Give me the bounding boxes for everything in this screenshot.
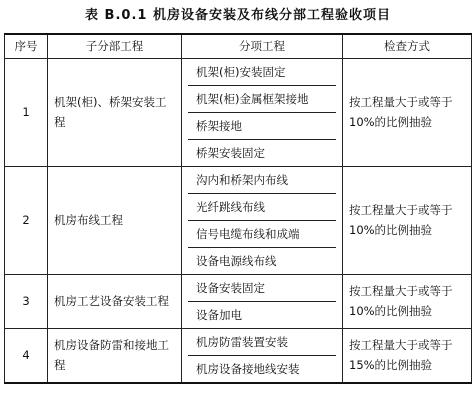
header-method: 检查方式 bbox=[343, 34, 472, 58]
row-number: 3 bbox=[5, 274, 48, 328]
inspection-method: 按工程量大于或等于 10%的比例抽验 bbox=[343, 58, 472, 166]
acceptance-items-table bbox=[4, 33, 472, 384]
header-subdivision: 子分部工程 bbox=[48, 34, 182, 58]
subitem: 设备安装固定 bbox=[188, 275, 336, 302]
subitem: 机架(柜)安装固定 bbox=[188, 59, 336, 86]
header-seq: 序号 bbox=[5, 34, 48, 58]
subdivision-name: 机房工艺设备安装工程 bbox=[48, 274, 182, 328]
subitem: 信号电缆布线和成端 bbox=[188, 220, 336, 247]
subitem: 桥架安装固定 bbox=[196, 145, 265, 160]
inspection-method: 按工程量大于或等于 10%的比例抽验 bbox=[343, 166, 472, 274]
row-number: 1 bbox=[5, 58, 48, 166]
subitem-list bbox=[182, 274, 343, 328]
subitem-list bbox=[182, 58, 343, 166]
subdivision-name: 机架(柜)、桥架安装工程 bbox=[48, 58, 182, 166]
subitem: 机房防雷装置安装 bbox=[188, 329, 336, 356]
table-row bbox=[5, 58, 472, 166]
inspection-method: 按工程量大于或等于 10%的比例抽验 bbox=[343, 274, 472, 328]
row-number: 4 bbox=[5, 328, 48, 383]
subdivision-name: 机房布线工程 bbox=[48, 166, 182, 274]
table-row bbox=[5, 166, 472, 274]
subitem: 设备电源线布线 bbox=[196, 253, 277, 268]
subitem: 设备加电 bbox=[196, 307, 242, 322]
subitem: 机房设备接地线安装 bbox=[196, 361, 300, 376]
header-subitem: 分项工程 bbox=[182, 34, 343, 58]
subitem: 桥架接地 bbox=[188, 112, 336, 139]
row-number: 2 bbox=[5, 166, 48, 274]
subitem: 机架(柜)金属框架接地 bbox=[188, 85, 336, 112]
subitem-list bbox=[182, 166, 343, 274]
inspection-method: 按工程量大于或等于 15%的比例抽验 bbox=[343, 328, 472, 383]
subdivision-name: 机房设备防雷和接地工程 bbox=[48, 328, 182, 383]
table-row bbox=[5, 328, 472, 383]
table-title: 表 B.0.1 机房设备安装及布线分部工程验收项目 bbox=[85, 8, 391, 23]
subitem: 光纤跳线布线 bbox=[188, 193, 336, 220]
subitem: 沟内和桥架内布线 bbox=[188, 167, 336, 194]
header-row bbox=[5, 34, 472, 58]
subitem-list bbox=[182, 328, 343, 383]
table-row bbox=[5, 274, 472, 328]
